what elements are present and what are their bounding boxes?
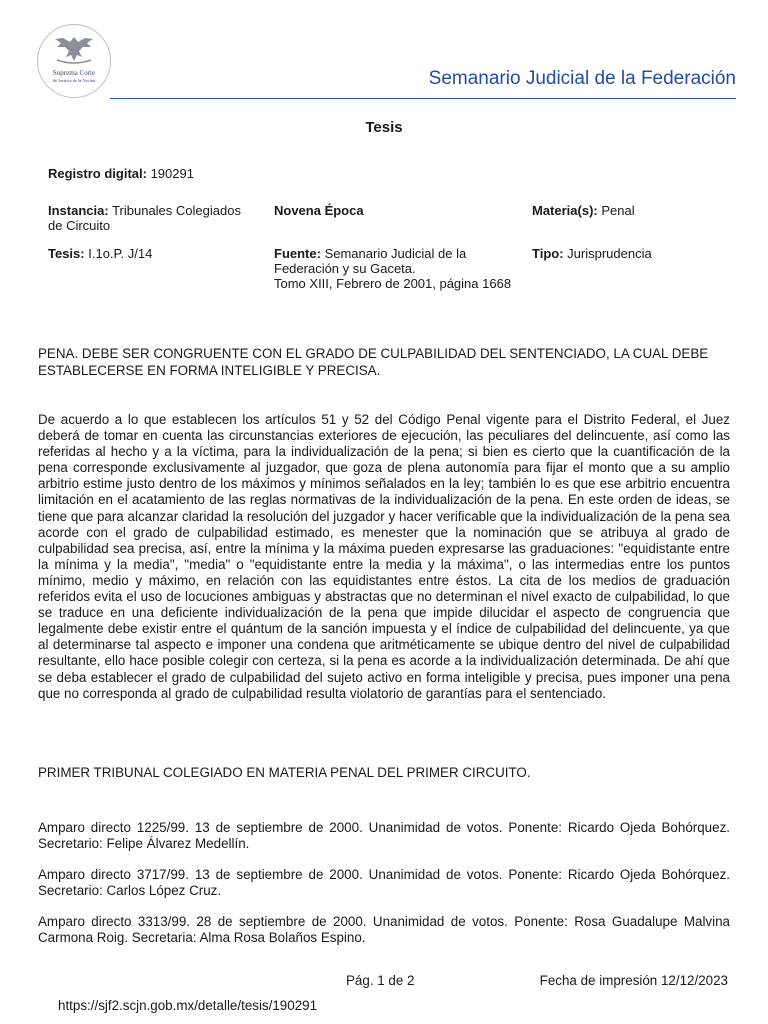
header-divider: [110, 98, 736, 99]
registro-digital: [48, 166, 194, 181]
tipo-value: Jurisprudencia: [567, 246, 652, 261]
scjn-logo: [37, 24, 111, 98]
precedent-item: Amparo directo 3717/99. 13 de septiembre de 2000. Unanimidad de votos. Ponente: Ricardo Ojeda Bohórquez. Secretario: Carlos López Cruz.: [38, 867, 730, 898]
precedent-item: Amparo directo 1225/99. 13 de septiembre de 2000. Unanimidad de votos. Ponente: Ricardo Ojeda Bohórquez. Secretario: Felipe Álvarez Medellín.: [38, 820, 730, 851]
fuente-label: Fuente:: [274, 246, 321, 261]
logo-line1: Suprema Corte: [52, 69, 96, 77]
fuente-tomo: Tomo XIII, Febrero de 2001, página 1668: [274, 276, 512, 291]
tribunal-name: PRIMER TRIBUNAL COLEGIADO EN MATERIA PENAL DEL PRIMER CIRCUITO.: [38, 765, 531, 780]
logo-line2: de Justicia de la Nación: [52, 78, 96, 83]
epoca-value: Novena Época: [274, 203, 364, 218]
registro-label: Registro digital:: [48, 166, 147, 181]
document-type-heading: Tesis: [365, 119, 403, 136]
eagle-emblem-icon: [51, 33, 97, 67]
fuente-value: Semanario Judicial de la Federación y su Gaceta.: [274, 246, 467, 276]
page-number: Pág. 1 de 2: [346, 973, 415, 988]
materia: [532, 203, 635, 218]
thesis-heading: PENA. DEBE SER CONGRUENTE CON EL GRADO DE CULPABILIDAD DEL SENTENCIADO, LA CUAL DEBE ESTABLECERSE EN FORMA INTELIGIBLE Y PRECISA.: [38, 346, 709, 378]
fuente: [274, 246, 524, 291]
tesis-id: [48, 246, 152, 261]
precedent-item: Amparo directo 3313/99. 28 de septiembre de 2000. Unanimidad de votos. Ponente: Rosa Guadalupe Malvina Carmona Roig. Secretaria: Alma Rosa Bolaños Espino.: [38, 914, 730, 945]
thesis-body: De acuerdo a lo que establecen los artículos 51 y 52 del Código Penal vigente para el Distrito Federal, el Juez deberá de tomar en cuenta las circunstancias exteriores de ejecución, las peculiares del delincuente, así como las referidas al hecho y a la víctima, para la individualización de la pena; si bien es cierto que la cuantificación de la pena corresponde exclusivamente al juzgador, que goza de plena autonomía para fijar el monto que a su amplio arbitrio estime justo dentro de los máximos y mínimos señalados en la ley; también lo es que ese arbitrio encuentra limitación en el acatamiento de las reglas normativas de la individualización de la pena. En este orden de ideas, se tiene que para alcanzar claridad la resolución del juzgador y hacer verificable que la individualización de la pena sea acorde con el grado de culpabilidad estimado, es menester que la nominación que se atribuya al grado de culpabilidad sea precisa, así, entre la mínima y la máxima pueden expresarse las graduaciones: "equidistante entre la mínima y la media", "media" o "equidistante entre la media y la máxima", o las intermedias entre los puntos mínimo, medio y máximo, en relación con las equidistantes entre éstos. La cita de los medios de graduación referidos evita el uso de locuciones ambiguas y abstractas que no determinan el nivel exacto de culpabilidad, lo que se traduce en una deficiente individualización de la pena que impide dilucidar el aspecto de congruencia que legalmente debe existir entre el quántum de la sanción impuesta y el índice de culpabilidad del delincuente, ya que al determinarse tal aspecto e imponer una condena que aritméticamente se ubique dentro del nivel de culpabilidad resultante, ello hace posible colegir con certeza, si la pena es acorde a la individualización determinada. De ahí que se deba establecer el grado de culpabilidad del sujeto activo en forma inteligible y precisa, pues imponer una pena que no corresponda al grado de culpabilidad resulta violatorio de garantías para el sentenciado.: [38, 412, 730, 701]
page-header-title: Semanario Judicial de la Federación: [428, 68, 736, 89]
source-url[interactable]: https://sjf2.scjn.gob.mx/detalle/tesis/190291: [58, 998, 318, 1013]
registro-value: 190291: [150, 166, 194, 181]
epoca: [274, 203, 364, 218]
instancia-value: Tribunales Colegiados de Circuito: [48, 203, 241, 233]
instancia: [48, 203, 248, 233]
instancia-label: Instancia:: [48, 203, 109, 218]
tipo-label: Tipo:: [532, 246, 564, 261]
tipo: [532, 246, 652, 261]
tesis-value: I.1o.P. J/14: [88, 246, 153, 261]
materia-value: Penal: [601, 203, 635, 218]
materia-label: Materia(s):: [532, 203, 598, 218]
print-date: Fecha de impresión 12/12/2023: [539, 973, 728, 988]
tesis-label: Tesis:: [48, 246, 85, 261]
